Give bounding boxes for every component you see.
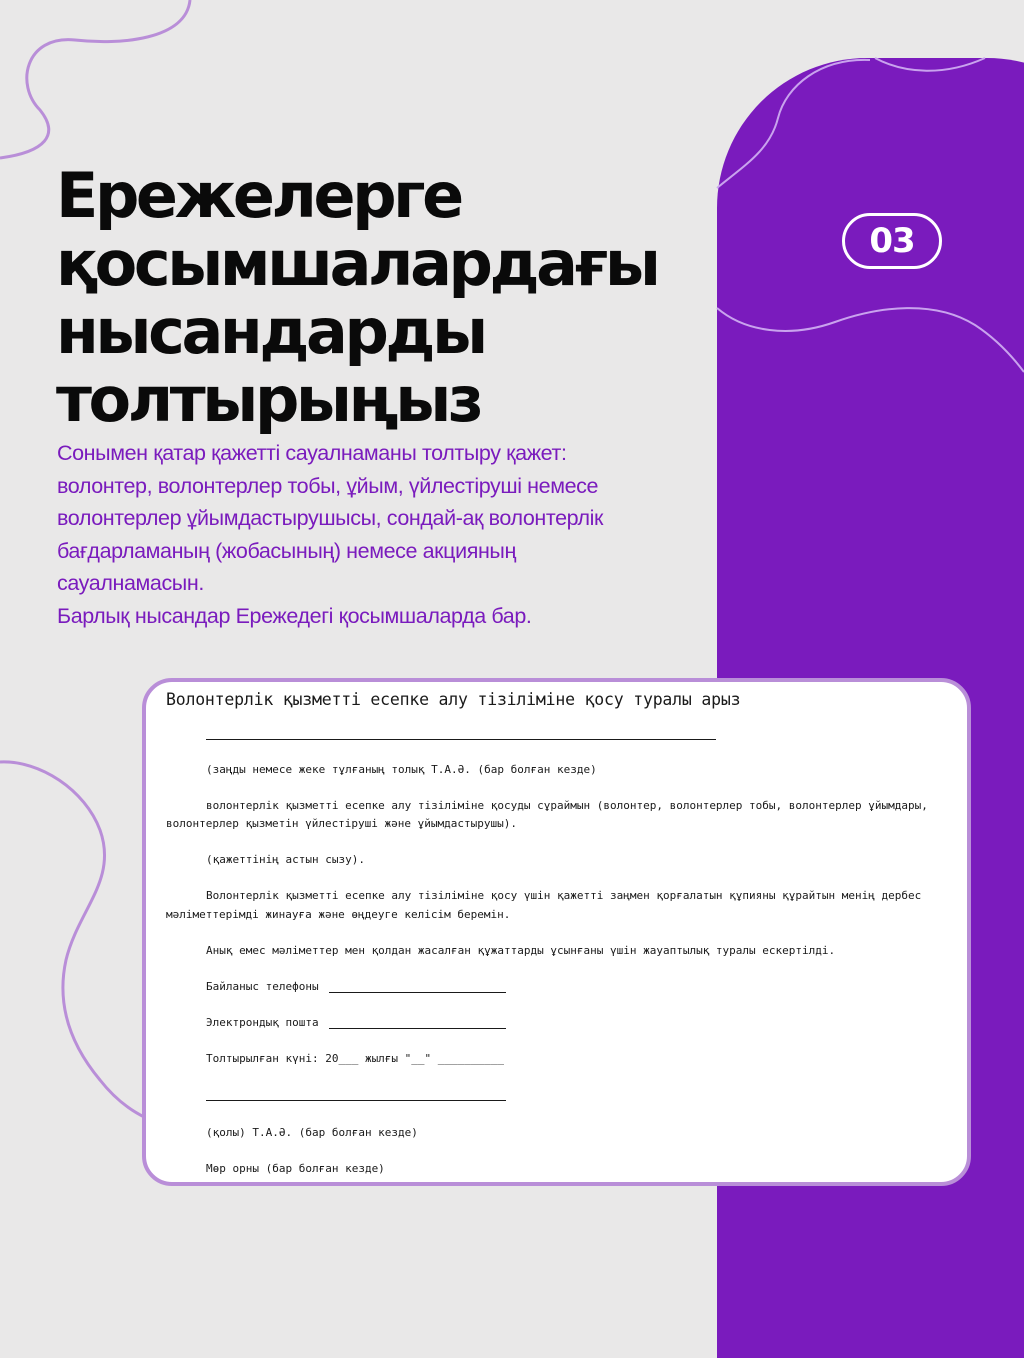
consent-text-line: Волонтерлік қызметті есепке алу тізіліміне қосу үшін қажетті заңмен қорғалатын құпияны құрайтын менің дербес bbox=[206, 889, 922, 902]
name-blank-line bbox=[206, 739, 716, 740]
description-line: сауалнамасын. bbox=[57, 571, 204, 595]
description-line: бағдарламаның (жобасының) немесе акцияның bbox=[57, 538, 516, 563]
phone-label: Байланыс телефоны bbox=[206, 980, 319, 993]
title-line: толтырыңыз bbox=[56, 363, 481, 436]
title-line: нысандарды bbox=[56, 295, 485, 368]
name-hint: (заңды немесе жеке тұлғаның толық Т.А.Ә. (бар болған кезде) bbox=[206, 763, 597, 776]
description-line: Сонымен қатар қажетті сауалнаманы толтыру қажет: bbox=[57, 441, 567, 465]
email-label: Электрондық пошта bbox=[206, 1016, 319, 1029]
description-line: Барлық нысандар Ережедегі қосымшаларда бар. bbox=[57, 603, 532, 628]
stamp-hint: Мөр орны (бар болған кезде) bbox=[206, 1162, 385, 1175]
curve-top-left bbox=[0, 0, 190, 158]
phone-blank-line bbox=[329, 992, 506, 993]
request-text-line: волонтерлік қызметті есепке алу тізіліміне қосуды сұраймын (волонтер, волонтерлер тобы, волонтерлер ұйымдары, bbox=[206, 799, 928, 812]
email-blank-line bbox=[329, 1028, 506, 1029]
underline-note: (қажеттінің астын сызу). bbox=[206, 853, 365, 866]
title-line: қосымшалардағы bbox=[56, 227, 658, 300]
application-form-image bbox=[142, 678, 971, 1186]
step-number-badge: 03 bbox=[842, 213, 942, 269]
curve-left-middle bbox=[0, 762, 165, 1125]
date-line: Толтырылған күні: 20___ жылғы "__" __________ bbox=[206, 1052, 505, 1065]
description-line: волонтер, волонтерлер тобы, ұйым, үйлестіруші немесе bbox=[57, 473, 599, 498]
form-title: Волонтерлік қызметті есепке алу тізіліміне қосу туралы арыз bbox=[166, 690, 741, 709]
title-line: Ережелерге bbox=[56, 159, 461, 232]
liability-warning: Анық емес мәліметтер мен қолдан жасалған құжаттарды ұсынғаны үшін жауаптылық туралы ескертілді. bbox=[206, 944, 836, 957]
page-title bbox=[56, 159, 716, 436]
description-text bbox=[57, 437, 697, 632]
consent-text-line: мәліметтерімді жинауға және өңдеуге келісім беремін. bbox=[166, 908, 511, 921]
description-line: волонтерлер ұйымдастырушысы, сондай-ақ волонтерлік bbox=[57, 506, 603, 530]
request-text-line: волонтерлер қызметін үйлестіруші және ұйымдастырушы). bbox=[166, 817, 517, 830]
signature-blank-line bbox=[206, 1100, 506, 1101]
signature-hint: (қолы) Т.А.Ә. (бар болған кезде) bbox=[206, 1126, 418, 1139]
